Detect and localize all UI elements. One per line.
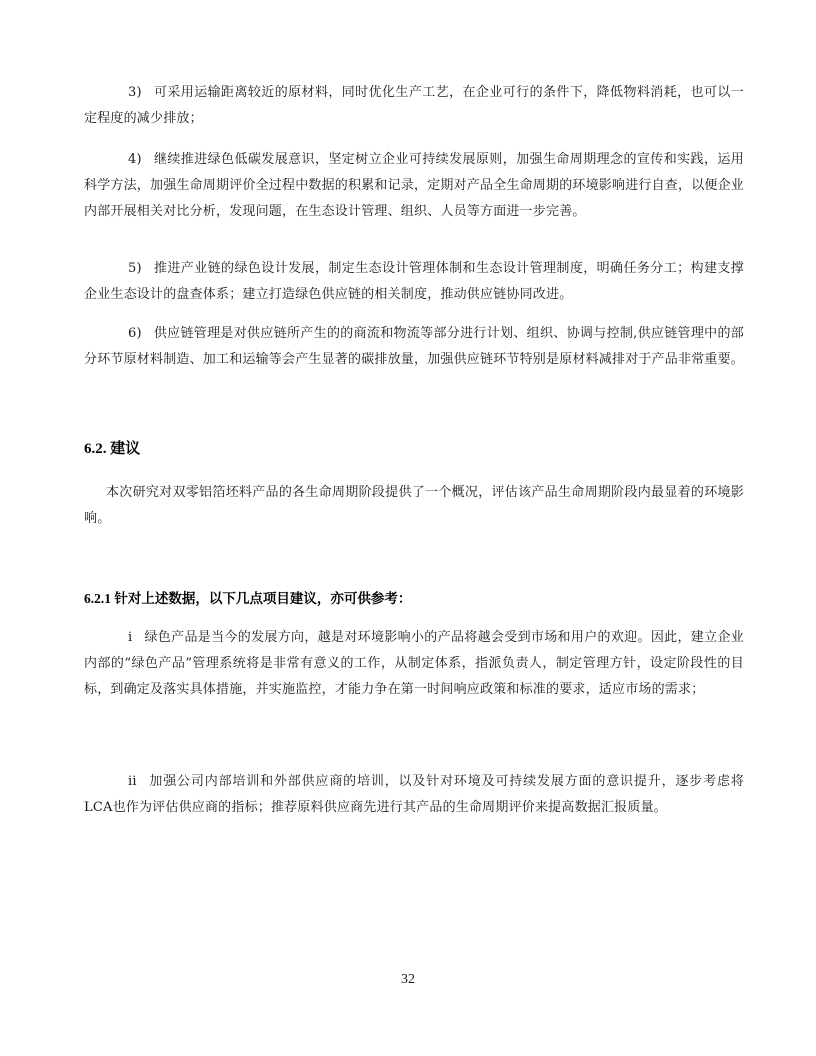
list-item-text: 可采用运输距离较近的原材料，同时优化生产工艺，在企业可行的条件下，降低物料消耗，也可以一定程度的减少排放； bbox=[84, 85, 744, 126]
list-item-3 bbox=[84, 80, 744, 132]
recommendation-number: i bbox=[128, 630, 133, 645]
recommendation-number: ii bbox=[128, 774, 137, 789]
page-number: 32 bbox=[401, 972, 415, 987]
recommendation-text: 加强公司内部培训和外部供应商的培训，以及针对环境及可持续发展方面的意识提升，逐步考虑将LCA也作为评估供应商的指标；推荐原料供应商先进行其产品的生命周期评价来提高数据汇报质量。 bbox=[84, 774, 744, 815]
list-item-text: 供应链管理是对供应链所产生的的商流和物流等部分进行计划、组织、协调与控制,供应链管理中的部分环节原材料制造、加工和运输等会产生显著的碳排放量，加强供应链环节特别是原材料减排对于产品非常重要。 bbox=[84, 326, 745, 367]
list-item-number: 3) bbox=[128, 85, 142, 100]
list-item-6 bbox=[84, 321, 744, 373]
list-item-number: 5) bbox=[128, 261, 142, 276]
list-item-number: 6) bbox=[128, 326, 142, 341]
subsection-heading: 6.2.1 针对上述数据，以下几点项目建议，亦可供参考： bbox=[84, 591, 412, 606]
list-item-text: 推进产业链的绿色设计发展，制定生态设计管理体制和生态设计管理制度，明确任务分工；构建支撑企业生态设计的盘查体系；建立打造绿色供应链的相关制度，推动供应链协同改进。 bbox=[84, 261, 744, 302]
recommendation-item-ii bbox=[84, 769, 744, 821]
list-item-4 bbox=[84, 147, 744, 225]
section-heading: 6.2. 建议 bbox=[84, 441, 141, 457]
list-item-text: 继续推进绿色低碳发展意识，坚定树立企业可持续发展原则，加强生命周期理念的宣传和实践，运用科学方法，加强生命周期评价全过程中数据的积累和记录，定期对产品全生命周期的环境影响进行自查，以便企业内部开展相关对比分析，发现问题，在生态设计管理、组织、人员等方面进一步完善。 bbox=[84, 152, 745, 219]
recommendation-text: 绿色产品是当今的发展方向，越是对环境影响小的产品将越会受到市场和用户的欢迎。因此，建立企业内部的“绿色产品”管理系统将是非常有意义的工作，从制定体系，指派负责人，制定管理方针，设定阶段性的目标，到确定及落实具体措施，并实施监控，才能力争在第一时间响应政策和标准的要求，适应市场的需求； bbox=[84, 630, 744, 697]
list-item-5 bbox=[84, 256, 744, 308]
section-intro: 本次研究对双零铝箔坯料产品的各生命周期阶段提供了一个概况，评估该产品生命周期阶段内最显着的环境影响。 bbox=[84, 485, 744, 526]
list-item-number: 4) bbox=[128, 152, 142, 167]
recommendation-item-i bbox=[84, 625, 744, 703]
